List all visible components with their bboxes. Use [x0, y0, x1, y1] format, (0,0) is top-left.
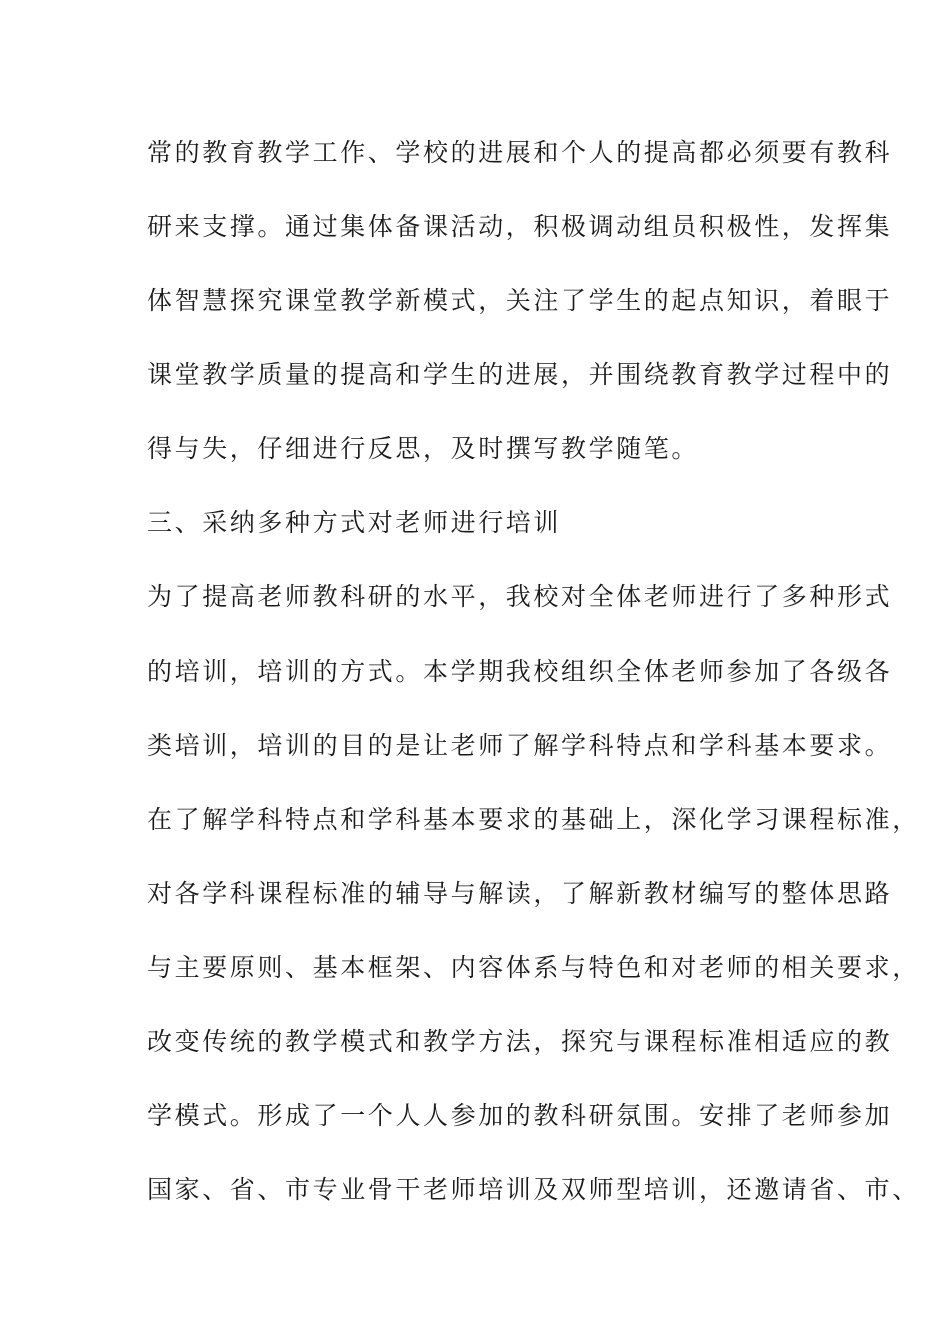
body-text-line-10: 对各学科课程标准的辅导与解读，了解新教材编写的整体思路: [147, 879, 893, 908]
body-text-line-8: 类培训，培训的目的是让老师了解学科特点和学科基本要求。: [147, 731, 893, 760]
body-text-line-1: 常的教育教学工作、学校的进展和个人的提高都必须要有教科: [147, 138, 893, 167]
body-text-line-13: 学模式。形成了一个人人参加的教科研氛围。安排了老师参加: [147, 1101, 893, 1130]
section-heading: 三、采纳多种方式对老师进行培训: [147, 508, 562, 537]
body-text-line-3: 体智慧探究课堂教学新模式，关注了学生的起点知识，着眼于: [147, 286, 893, 315]
body-text-line-14: 国家、省、市专业骨干老师培训及双师型培训，还邀请省、市、: [147, 1175, 920, 1204]
body-text-line-2: 研来支撑。通过集体备课活动，积极调动组员积极性，发挥集: [147, 212, 893, 241]
body-text-line-6: 为了提高老师教科研的水平，我校对全体老师进行了多种形式: [147, 582, 893, 611]
body-text-line-9: 在了解学科特点和学科基本要求的基础上，深化学习课程标准，: [147, 805, 920, 834]
body-text-line-12: 改变传统的教学模式和教学方法，探究与课程标准相适应的教: [147, 1027, 893, 1056]
body-text-line-7: 的培训，培训的方式。本学期我校组织全体老师参加了各级各: [147, 657, 893, 686]
body-text-line-5: 得与失，仔细进行反思，及时撰写教学随笔。: [147, 434, 700, 463]
body-text-line-4: 课堂教学质量的提高和学生的进展，并围绕教育教学过程中的: [147, 360, 893, 389]
body-text-line-11: 与主要原则、基本框架、内容体系与特色和对老师的相关要求，: [147, 953, 920, 982]
